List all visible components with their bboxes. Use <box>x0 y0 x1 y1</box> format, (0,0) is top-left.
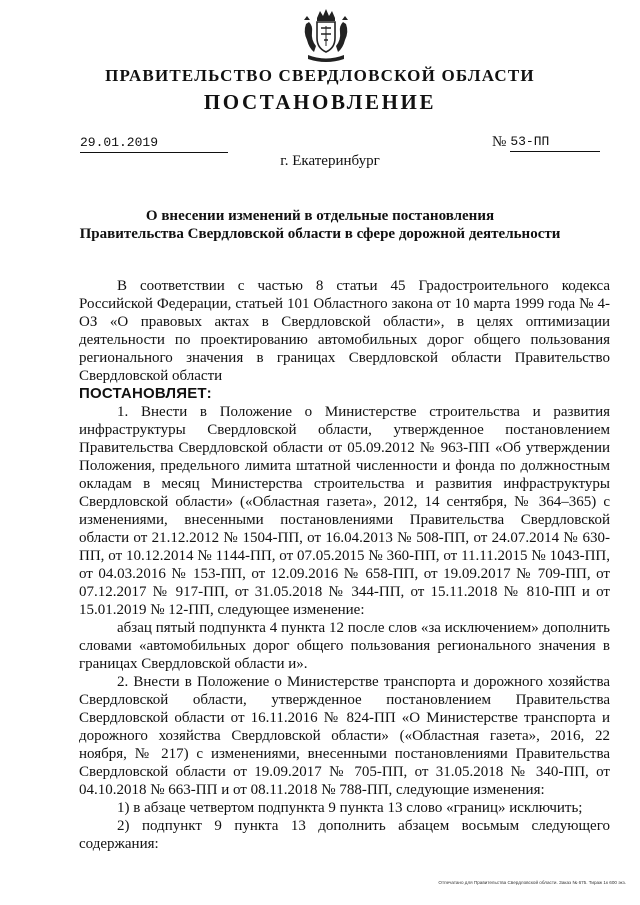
item-1-change-paragraph: абзац пятый подпункта 4 пункта 12 после слов «за исключением» дополнить словами «автомобильных дорог общего пользования регионального значения в границах Свердловской области и». <box>79 620 610 672</box>
print-footnote: Отпечатано для Правительства Свердловской области. Заказ № 675. Тираж 1к 600 экз. <box>438 880 626 885</box>
document-date <box>80 134 228 153</box>
document-type-title: ПОСТАНОВЛЕНИЕ <box>203 90 437 114</box>
document-date-value: 29.01.2019 <box>80 135 159 150</box>
decree-heading: ПОСТАНОВЛЯЕТ: <box>79 385 212 402</box>
subject-line-1: О внесении изменений в отдельные постановления <box>145 208 495 224</box>
subject-line-2: Правительства Свердловской области в сфере дорожной деятельности <box>79 226 561 242</box>
document-body <box>79 277 610 853</box>
government-title: ПРАВИТЕЛЬСТВО СВЕРДЛОВСКОЙ ОБЛАСТИ <box>105 66 535 85</box>
document-number-value: 53-ПП <box>510 133 600 152</box>
item-2-subitem-2: 2) подпункт 9 пункта 13 дополнить абзацем восьмым следующего содержания: <box>79 818 610 852</box>
coat-of-arms-icon <box>300 8 352 64</box>
preamble-paragraph: В соответствии с частью 8 статьи 45 Градостроительного кодекса Российской Федерации, статьей 101 Областного закона от 10 марта 1999 года № 4-ОЗ «О правовых актах в Свердловской области», в целях оптимизации деятельности по проектированию автомобильных дорог общего пользования регионального значения в границах Свердловской области Правительство Свердловской области <box>79 278 610 384</box>
document-city: г. Екатеринбург <box>280 153 380 169</box>
item-2-subitem-1: 1) в абзаце четвертом подпункта 9 пункта 13 слово «границ» исключить; <box>117 800 583 816</box>
document-subject <box>0 207 640 243</box>
item-1-paragraph: 1. Внести в Положение о Министерстве строительства и развития инфраструктуры Свердловской области, утвержденное постановлением Правительства Свердловской области от 05.09.2012 № 963-ПП «Об утверждении Положения, предельного лимита штатной численности и фонда по должностным окладам в месяц Министерства строительства и развития инфраструктуры Свердловской области» («Областная газета», 2012, 14 сентября, № 364–365) с изменениями, внесенными постановлениями Правительства Свердловской области от 21.12.2012 № 1504-ПП, от 16.04.2013 № 508-ПП, от 24.07.2014 № 630-ПП, от 10.12.2014 № 1144-ПП, от 07.05.2015 № 360-ПП, от 11.11.2015 № 1043-ПП, от 04.03.2016 № 153-ПП, от 12.09.2016 № 658-ПП, от 19.09.2017 № 709-ПП, от 07.12.2017 № 917-ПП, от 31.05.2018 № 344-ПП, от 15.11.2018 № 810-ПП и от 15.01.2019 № 12-ПП, следующее изменение: <box>79 404 610 618</box>
item-2-paragraph: 2. Внести в Положение о Министерстве транспорта и дорожного хозяйства Свердловской области, утвержденное постановлением Правительства Свердловской области от 16.11.2016 № 824-ПП «О Министерстве транспорта и дорожного хозяйства Свердловской области» («Областная газета», 2016, 22 ноября, № 217) с изменениями, внесенными постановлениями Правительства Свердловской области от 19.09.2017 № 705-ПП, от 31.05.2018 № 340-ПП, от 04.10.2018 № 663-ПП и от 08.11.2018 № 788-ПП, следующие изменения: <box>79 674 610 798</box>
document-number <box>492 133 610 152</box>
number-sign: № <box>492 134 507 150</box>
